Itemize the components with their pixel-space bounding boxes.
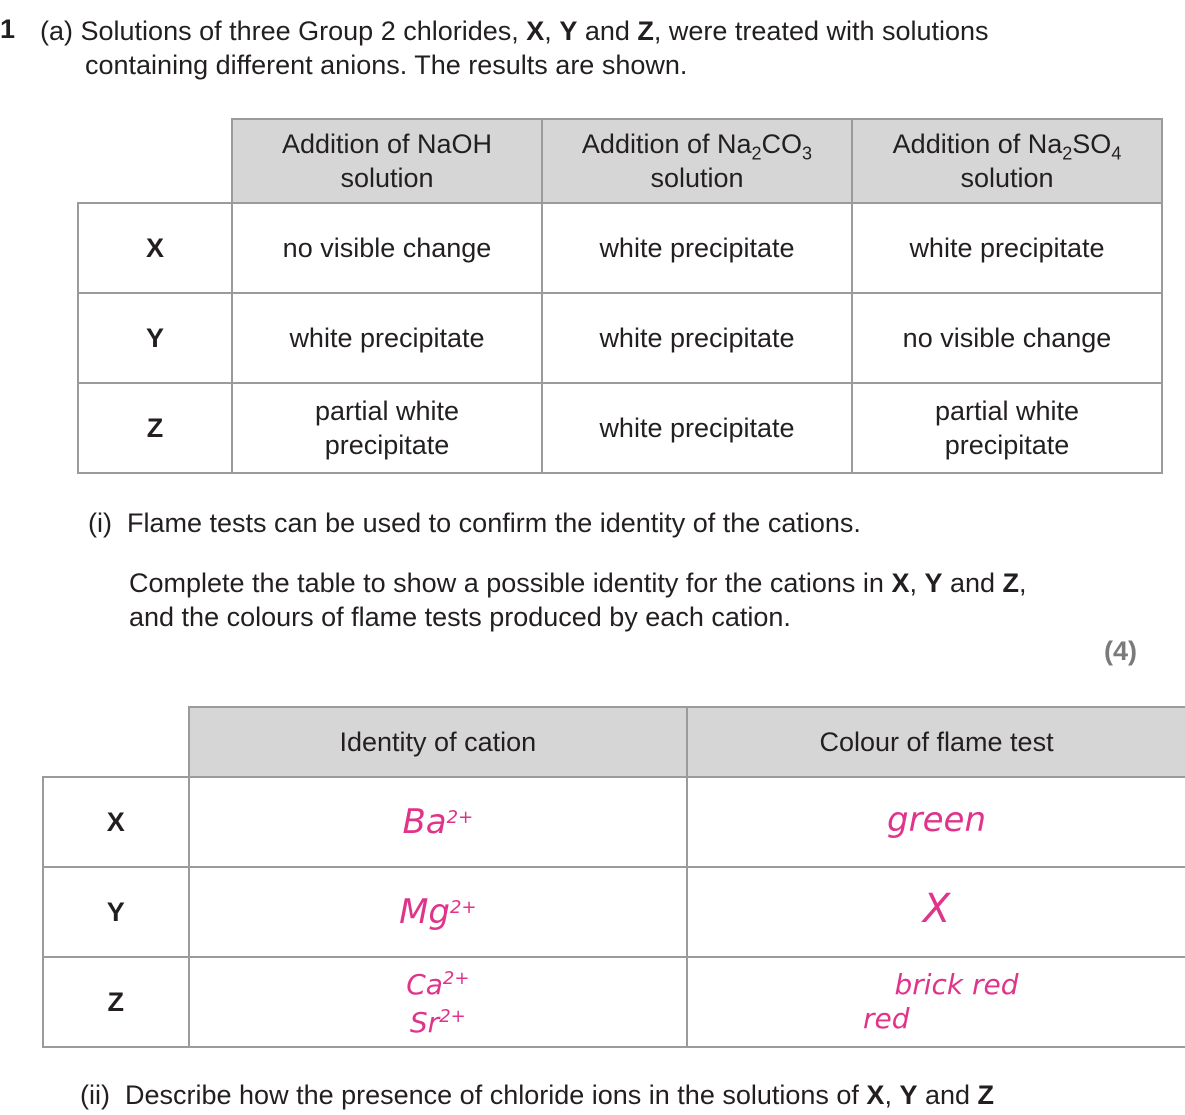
answer-table [42, 706, 1185, 1048]
cell-z-naoh: partial white precipitate [232, 383, 542, 473]
row-label-y: Y [43, 867, 189, 957]
answer-cation-y[interactable]: $Mg^{2+}$ [189, 867, 687, 957]
table-row [43, 957, 1185, 1047]
marks-label: (4) [1104, 636, 1137, 666]
cell-y-na2co3: white precipitate [542, 293, 852, 383]
cell-x-naoh: no visible change [232, 203, 542, 293]
header-colour: Colour of flame test [687, 707, 1185, 777]
part-a-line1: (a) Solutions of three Group 2 chlorides, X, Y and Z, were treated with solutions [40, 16, 989, 46]
part-i-line1: (i) Flame tests can be used to confirm the identity of the cations. [88, 508, 861, 538]
answer-colour-z[interactable]: brick red red [687, 957, 1185, 1047]
cell-x-na2so4: white precipitate [852, 203, 1162, 293]
part-ii-label: (ii) [80, 1080, 110, 1110]
answer-colour-x[interactable]: green [687, 777, 1185, 867]
cell-y-na2so4: no visible change [852, 293, 1162, 383]
question-number: 1 [0, 14, 16, 44]
header-naoh: Addition of NaOH solution [232, 119, 542, 203]
table-row [78, 293, 1162, 383]
header-na2so4: Addition of $Na_2SO_4$ solution [852, 119, 1162, 203]
row-label-x: X [43, 777, 189, 867]
table-row [78, 383, 1162, 473]
part-a-intro [40, 14, 989, 82]
row-label-x: X [78, 203, 232, 293]
cell-z-na2co3: white precipitate [542, 383, 852, 473]
part-ii-text: (ii) Describe how the presence of chloride ions in the solutions of X, Y and Z [80, 1080, 995, 1110]
cell-y-naoh: white precipitate [232, 293, 542, 383]
answer-cation-z[interactable]: $Ca^{2+}$ $Sr^{2+}$ [189, 957, 687, 1047]
results-table [77, 118, 1163, 474]
part-a-line2: containing different anions. The results are shown. [85, 50, 688, 80]
table-row [43, 867, 1185, 957]
part-i-instructions: Complete the table to show a possible identity for the cations in X, Y and Z, and the colours of flame tests produced by each cation. [129, 568, 1027, 632]
cell-x-na2co3: white precipitate [542, 203, 852, 293]
answer-colour-y[interactable]: X [687, 867, 1185, 957]
header-na2co3: Addition of $Na_2CO_3$ solution [542, 119, 852, 203]
part-a-label: (a) [40, 16, 73, 46]
header-identity: Identity of cation [189, 707, 687, 777]
answer-cation-x[interactable]: $Ba^{2+}$ [189, 777, 687, 867]
row-label-z: Z [43, 957, 189, 1047]
table-row [78, 203, 1162, 293]
row-label-z: Z [78, 383, 232, 473]
row-label-y: Y [78, 293, 232, 383]
cell-z-na2so4: partial white precipitate [852, 383, 1162, 473]
table-row [43, 777, 1185, 867]
part-i-label: (i) [88, 508, 112, 538]
